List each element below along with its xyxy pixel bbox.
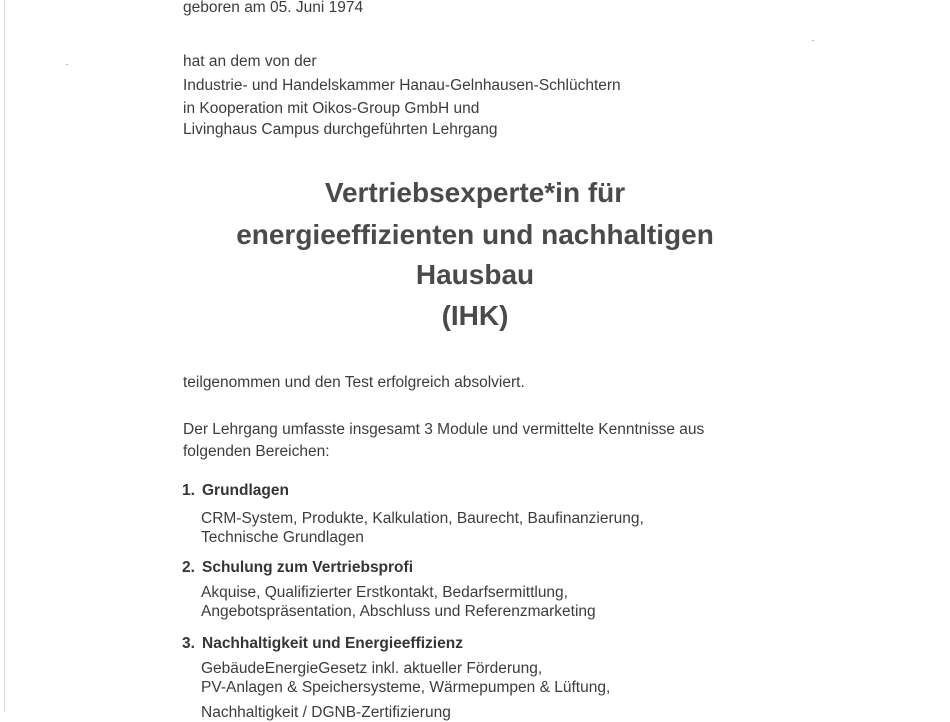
- course-title-line: Hausbau: [415, 259, 535, 290]
- module-title: Schulung zum Vertriebsprofi: [202, 559, 413, 576]
- scan-speck: [66, 64, 68, 65]
- intro-line: Livinghaus Campus durchgeführten Lehrgang: [183, 121, 498, 138]
- module-number: 3.: [182, 635, 195, 652]
- module-title: Grundlagen: [202, 482, 289, 499]
- completion-text: teilgenommen und den Test erfolgreich absolviert.: [183, 374, 525, 391]
- module-description: [201, 509, 644, 547]
- module-description-line: CRM-System, Produkte, Kalkulation, Baurecht, Baufinanzierung,: [201, 510, 644, 527]
- course-title-line: (IHK): [441, 300, 509, 331]
- course-title-line: Vertriebsexperte*in für: [324, 177, 626, 208]
- intro-line: Industrie- und Handelskammer Hanau-Gelnhausen-Schlüchtern: [183, 77, 621, 94]
- course-title-line: energieeffizienten und nachhaltigen: [236, 219, 714, 250]
- module-description-line: Akquise, Qualifizierter Erstkontakt, Bedarfsermittlung,: [201, 584, 568, 601]
- module-description-line: Nachhaltigkeit / DGNB-Zertifizierung: [201, 704, 451, 721]
- module-description: [201, 659, 610, 697]
- module-heading: [182, 558, 413, 578]
- module-title: Nachhaltigkeit und Energieeffizienz: [202, 635, 463, 652]
- module-description: [201, 583, 596, 621]
- module-description-line: Angebotspräsentation, Abschluss und Referenzmarketing: [201, 603, 596, 620]
- intro-line: hat an dem von der: [183, 53, 317, 70]
- module-description-line: PV-Anlagen & Speichersysteme, Wärmepumpen & Lüftung,: [201, 679, 611, 696]
- summary-line: folgenden Bereichen:: [183, 443, 330, 460]
- scan-speck: [812, 40, 814, 41]
- module-number: 2.: [182, 559, 195, 576]
- intro-line: in Kooperation mit Oikos-Group GmbH und: [183, 100, 480, 117]
- module-heading: [182, 634, 463, 654]
- page-left-edge: [4, 0, 5, 712]
- module-number: 1.: [182, 482, 195, 499]
- module-heading: [182, 481, 289, 501]
- birth-date-line: geboren am 05. Juni 1974: [183, 0, 364, 16]
- module-description-line: Technische Grundlagen: [201, 529, 364, 546]
- summary-line: Der Lehrgang umfasste insgesamt 3 Module und vermittelte Kenntnisse aus: [183, 421, 705, 438]
- module-description-line: GebäudeEnergieGesetz inkl. aktueller Förderung,: [201, 660, 543, 677]
